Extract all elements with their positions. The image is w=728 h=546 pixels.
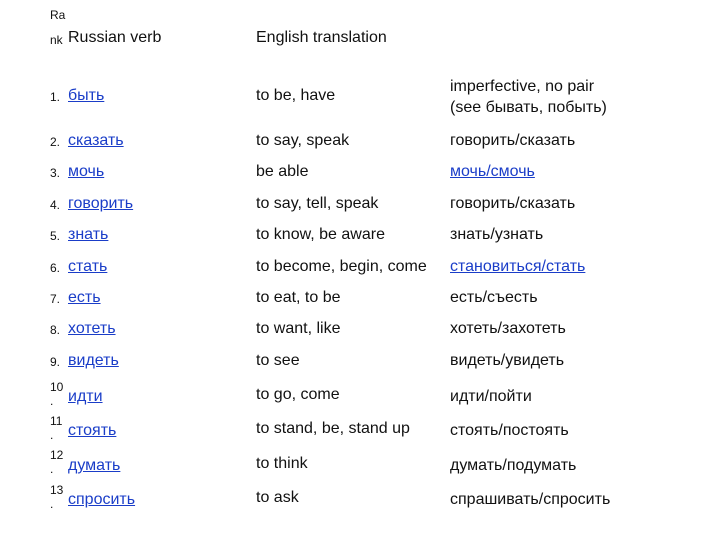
translation-header: English translation: [256, 29, 387, 46]
verb-link-est[interactable]: есть: [68, 289, 101, 306]
rank-cell: 5.: [50, 229, 61, 243]
verb-link-idti[interactable]: идти: [68, 388, 103, 405]
rank-cell: 6.: [50, 261, 61, 275]
verb-link-byt[interactable]: быть: [68, 87, 105, 104]
rank-cell: 9.: [50, 355, 61, 369]
aspect-pair-cell: говорить/сказать: [450, 132, 576, 149]
verb-link-znat[interactable]: знать: [68, 226, 109, 243]
translation-cell: to want, like: [256, 320, 341, 337]
translation-cell: to stand, be, stand up: [256, 420, 410, 437]
aspect-pair-cell: есть/съесть: [450, 289, 538, 306]
aspect-pair-link-moch[interactable]: мочь/смочь: [450, 163, 535, 180]
translation-cell: to ask: [256, 489, 299, 506]
rank-cell: 3.: [50, 166, 61, 180]
verb-header: Russian verb: [68, 29, 162, 46]
verb-link-dumat[interactable]: думать: [68, 457, 121, 474]
aspect-pair-cell: идти/пойти: [450, 388, 532, 405]
aspect-pair-cell: видеть/увидеть: [450, 352, 565, 369]
aspect-pair-cell: знать/узнать: [450, 226, 544, 243]
translation-cell: to think: [256, 455, 308, 472]
rank-cell: 12 .: [50, 448, 64, 476]
translation-cell: to know, be aware: [256, 226, 385, 243]
rank-cell: 4.: [50, 198, 61, 212]
verb-link-videt[interactable]: видеть: [68, 352, 119, 369]
translation-cell: to go, come: [256, 386, 340, 403]
verb-link-govorit[interactable]: говорить: [68, 195, 134, 212]
translation-cell: to be, have: [256, 87, 336, 104]
translation-cell: to become, begin, come: [256, 258, 427, 275]
translation-cell: be able: [256, 163, 309, 180]
rank-cell: 2.: [50, 135, 61, 149]
rank-cell: 13 .: [50, 483, 64, 511]
rank-cell: 1.: [50, 90, 61, 104]
aspect-pair-link-stanovitsya[interactable]: становиться/стать: [450, 258, 586, 275]
rank-cell: 11 .: [50, 414, 63, 442]
translation-cell: to see: [256, 352, 300, 369]
aspect-pair-cell: хотеть/захотеть: [450, 320, 566, 337]
verb-link-stoyat[interactable]: стоять: [68, 422, 117, 439]
aspect-pair-cell: спрашивать/спросить: [450, 491, 611, 508]
rank-cell: 7.: [50, 292, 61, 306]
translation-cell: to say, speak: [256, 132, 350, 149]
aspect-pair-cell: imperfective, no pair (see бывать, побыть): [450, 78, 607, 116]
rank-cell: 8.: [50, 323, 61, 337]
translation-cell: to eat, to be: [256, 289, 341, 306]
aspect-pair-cell: думать/подумать: [450, 457, 577, 474]
rank-header: Ra nk: [50, 8, 66, 47]
rank-cell: 10 .: [50, 380, 64, 408]
verb-link-moch[interactable]: мочь: [68, 163, 105, 180]
translation-cell: to say, tell, speak: [256, 195, 379, 212]
aspect-pair-cell: стоять/постоять: [450, 422, 569, 439]
verb-link-stat[interactable]: стать: [68, 258, 108, 275]
aspect-pair-cell: говорить/сказать: [450, 195, 576, 212]
verb-link-skazat[interactable]: сказать: [68, 132, 124, 149]
verb-link-khotet[interactable]: хотеть: [68, 320, 116, 337]
verb-link-sprosit[interactable]: спросить: [68, 491, 136, 508]
